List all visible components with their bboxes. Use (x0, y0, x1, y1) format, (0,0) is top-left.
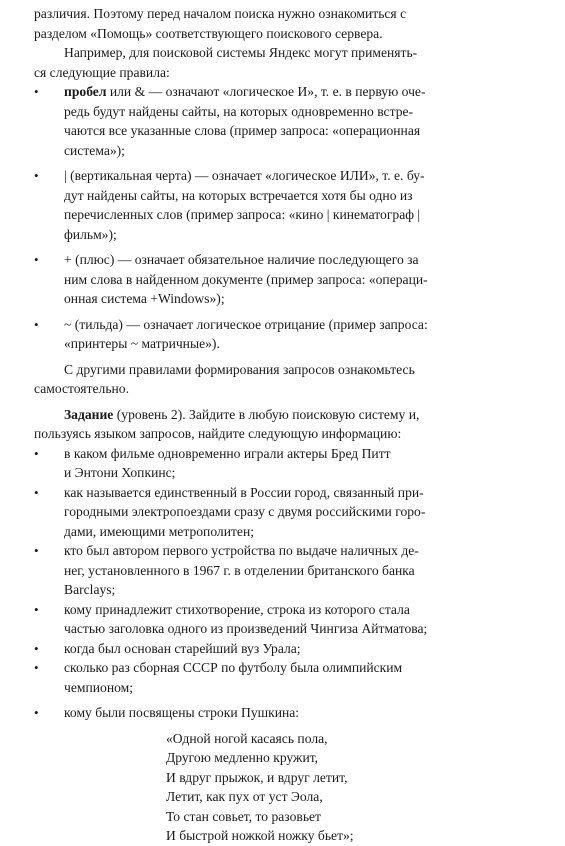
text-line: кому принадлежит стихотворение, строка из которого стала (64, 601, 410, 617)
poem-line: Летит, как пух от уст Эола, (166, 789, 323, 804)
bullet-icon: • (34, 660, 39, 675)
text-line: фильм»); (64, 226, 117, 242)
poem-line: И вдруг прыжок, и вдруг летит, (166, 769, 348, 785)
text-line: | (вертикальная черта) — означает «логическое ИЛИ», т. е. бу- (64, 168, 425, 183)
text-line: ним слова в найденном документе (пример запроса: «операци- (64, 271, 428, 287)
bullet-icon: • (34, 445, 39, 461)
text-line: самостоятельно. (34, 381, 129, 396)
text-line: перечисленных слов (пример запроса: «кино | кинематограф | (64, 207, 421, 222)
bullet-icon: • (34, 168, 39, 183)
bullet-icon: • (34, 543, 39, 558)
text-line: сколько раз сборная СССР по футболу была олимпийским (64, 660, 403, 675)
task-label: Задание (64, 406, 114, 422)
example-paragraph (34, 43, 539, 82)
poem-line: И быстрой ножкой ножку бьет»; (166, 828, 354, 843)
poem-line: «Одной ногой касаясь пола, (166, 730, 328, 746)
bullet-icon: • (34, 484, 39, 500)
rule-item-plus (34, 250, 539, 309)
question-item (34, 658, 539, 697)
text-line: чаются все указанные слова (пример запроса: «операционная (64, 123, 421, 138)
text-line: разделом «Помощь» соответствующего поискового сервера. (34, 25, 383, 41)
text-line: кто был автором первого устройства по выдаче наличных де- (64, 543, 419, 558)
bullet-icon: • (34, 316, 39, 332)
other-rules-paragraph (34, 360, 539, 399)
text-line: нег, установленного в 1967 г. в отделении британского банка (64, 562, 415, 578)
rule-item-space (34, 82, 539, 160)
bullet-icon: • (34, 252, 39, 267)
poem-line: Другою медленно кружит, (166, 750, 319, 765)
text-line: чемпионом; (64, 679, 134, 695)
text-line: система»); (64, 142, 125, 158)
text-line: в каком фильме одновременно играли актеры Бред Питт (64, 445, 391, 461)
question-item (34, 703, 539, 723)
rule-item-bar (34, 166, 539, 244)
bullet-icon: • (34, 640, 39, 656)
text-line: частью заголовка одного из произведений Чингиза Айтматова; (64, 621, 428, 636)
poem-line: То стан совьет, то разовьет (166, 808, 321, 824)
text-line: дут найдены сайты, на которых встречается хотя бы одно из (64, 187, 413, 203)
text-line: и Энтони Хопкинс; (64, 465, 176, 480)
question-item (34, 600, 539, 639)
question-item (34, 541, 539, 600)
intro-paragraph (34, 4, 539, 43)
bold-term: пробел (64, 84, 107, 99)
text-line: дами, имеющими метрополитен; (64, 523, 255, 539)
text-line: или & — означают «логическое И», т. е. в первую оче- (106, 84, 426, 99)
text-line: ~ (тильда) — означает логическое отрицание (пример запроса: (64, 316, 428, 332)
bullet-icon: • (34, 84, 39, 99)
task-paragraph (34, 405, 539, 444)
rule-item-tilde (34, 315, 539, 354)
text-line: + (плюс) — означает обязательное наличие последующего за (64, 252, 419, 267)
bullet-icon: • (34, 705, 39, 720)
question-item (34, 444, 539, 483)
text-line: городными электропоездами сразу с двумя российскими горо- (64, 504, 426, 519)
text-line: пользуясь языком запросов, найдите следующую информацию: (34, 426, 402, 441)
text-line: различия. Поэтому перед началом поиска нужно ознакомиться с (34, 6, 407, 21)
text-line: «принтеры ~ матричные»). (64, 336, 220, 351)
text-line: Например, для поисковой системы Яндекс могут применять- (64, 45, 418, 60)
bullet-icon: • (34, 601, 39, 617)
text-line: онная система +Windows»); (64, 291, 225, 306)
question-item (34, 639, 539, 659)
text-line: (уровень 2). Зайдите в любую поисковую систему и, (113, 406, 420, 422)
text-line: ся следующие правила: (34, 64, 170, 80)
text-line: когда был основан старейший вуз Урала; (64, 640, 301, 656)
text-line: Barclays; (64, 582, 116, 597)
text-line: кому были посвящены строки Пушкина: (64, 705, 300, 720)
question-item (34, 483, 539, 542)
pushkin-poem (34, 729, 539, 846)
text-line: С другими правилами формирования запросов ознакомьтесь (64, 361, 415, 377)
text-line: редь будут найдены сайты, на которых одновременно встре- (64, 103, 414, 119)
text-line: как называется единственный в России город, связанный при- (64, 484, 424, 500)
